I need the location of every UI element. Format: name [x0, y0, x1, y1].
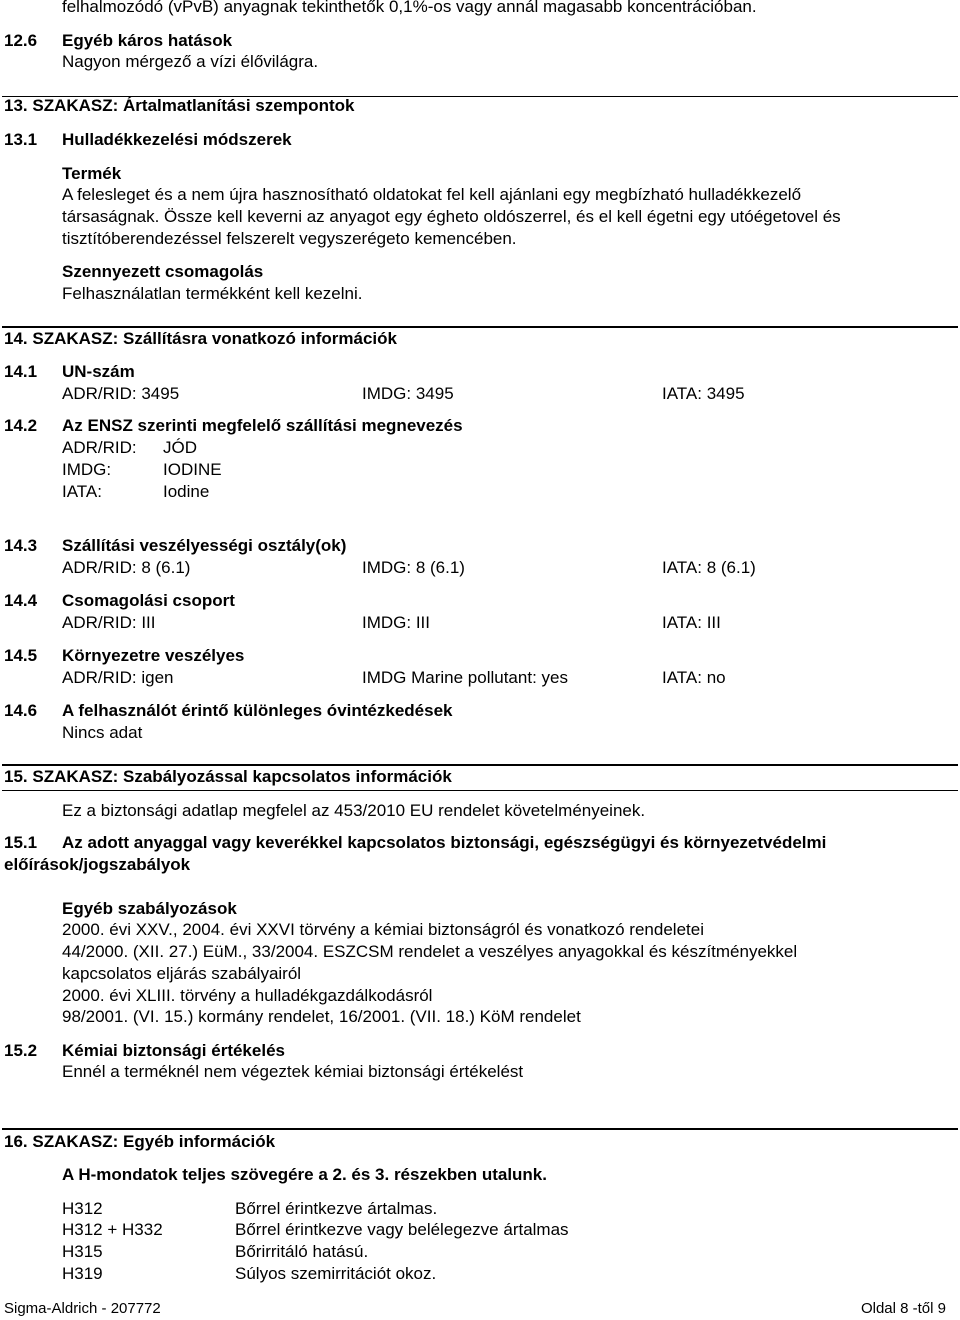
imdg-value: IMDG: 3495: [362, 384, 454, 403]
iata-value: IATA: 8 (6.1): [662, 558, 756, 577]
other-regulations-title: Egyéb szabályozások: [62, 899, 237, 918]
packaging-title: Szennyezett csomagolás: [62, 262, 264, 281]
transport-name: JÓD: [163, 438, 197, 457]
iata-value: IATA: III: [662, 613, 721, 632]
regulation-line: 44/2000. (XII. 27.) EüM., 33/2004. ESZCSM rendelet a veszélyes anyagokkal és készítményekkel: [62, 942, 798, 961]
h-text: Bőrrel érintkezve vagy belélegezve ártalmas: [235, 1220, 569, 1239]
h-statements-intro: A H-mondatok teljes szövegére a 2. és 3. részekben utalunk.: [62, 1165, 547, 1184]
footer-page-number: Oldal 8 -től 9: [860, 1300, 946, 1317]
h-code: H312 + H332: [62, 1220, 163, 1239]
subsection-title: Csomagolási csoport: [62, 591, 235, 610]
section-number: 15.2: [4, 1041, 38, 1060]
section-underline: [2, 790, 958, 791]
subsection-title: Hulladékkezelési módszerek: [62, 130, 292, 149]
text-line: A felesleget és a nem újra hasznosítható oldatokat fel kell ajánlani egy megbízható hulladékkezelő: [62, 185, 802, 204]
regulation-line: 2000. évi XLIII. törvény a hulladékgazdálkodásról: [62, 986, 433, 1005]
h-text: Bőrrel érintkezve ártalmas.: [235, 1199, 438, 1218]
adr-value: ADR/RID: 8 (6.1): [62, 558, 191, 577]
regulation-line: 2000. évi XXV., 2004. évi XXVI törvény a kémiai biztonságról és vonatkozó rendeletei: [62, 920, 704, 939]
section-number: 13.1: [4, 130, 38, 149]
iata-value: IATA: 3495: [662, 384, 745, 403]
section-number: 14.4: [4, 591, 38, 610]
transport-label: IATA:: [62, 482, 102, 501]
section-number: 14.1: [4, 362, 38, 381]
subsection-title: UN-szám: [62, 362, 135, 381]
text-line: tisztítóberendezéssel felszerelt vegyszerégeto kemencében.: [62, 229, 517, 248]
transport-name: Iodine: [163, 482, 210, 501]
h-text: Súlyos szemirritációt okoz.: [235, 1264, 437, 1283]
subsection-title: Az ENSZ szerinti megfelelő szállítási megnevezés: [62, 416, 463, 435]
subsection-text: Ennél a terméknél nem végeztek kémiai biztonsági értékelést: [62, 1062, 524, 1081]
iata-value: IATA: no: [662, 668, 726, 687]
regulation-line: kapcsolatos eljárás szabályairól: [62, 964, 302, 983]
adr-value: ADR/RID: igen: [62, 668, 174, 687]
imdg-value: IMDG: 8 (6.1): [362, 558, 465, 577]
imdg-value: IMDG: III: [362, 613, 430, 632]
subsection-title: Környezetre veszélyes: [62, 646, 245, 665]
subsection-title: A felhasználót érintő különleges óvintézkedések: [62, 701, 453, 720]
transport-label: ADR/RID:: [62, 438, 137, 457]
regulation-intro: Ez a biztonsági adatlap megfelel az 453/2010 EU rendelet követelményeinek.: [62, 801, 646, 820]
adr-value: ADR/RID: III: [62, 613, 156, 632]
text-line: társaságnak. Össze kell keverni az anyagot egy égheto oldószerrel, és el kell égetni egy utóégetovel és: [62, 207, 841, 226]
h-code: H319: [62, 1264, 103, 1283]
h-text: Bőrirritáló hatású.: [235, 1242, 369, 1261]
subsection-text: Nincs adat: [62, 723, 143, 742]
adr-value: ADR/RID: 3495: [62, 384, 180, 403]
section-divider: [2, 1128, 958, 1130]
section-number: 14.3: [4, 536, 38, 555]
subsection-title: Szállítási veszélyességi osztály(ok): [62, 536, 347, 555]
packaging-text: Felhasználatlan termékként kell kezelni.: [62, 284, 363, 303]
subsection-text: Nagyon mérgező a vízi élővilágra.: [62, 52, 319, 71]
subsection-title: Egyéb káros hatások: [62, 31, 233, 50]
transport-name: IODINE: [163, 460, 222, 479]
section-header: 14. SZAKASZ: Szállításra vonatkozó információk: [4, 329, 397, 348]
imdg-value: IMDG Marine pollutant: yes: [362, 668, 568, 687]
transport-label: IMDG:: [62, 460, 112, 479]
regulation-line: 98/2001. (VI. 15.) kormány rendelet, 16/2001. (VII. 18.) KöM rendelet: [62, 1007, 581, 1026]
product-title: Termék: [62, 164, 122, 183]
section-header: 13. SZAKASZ: Ártalmatlanítási szempontok: [4, 96, 355, 115]
h-code: H312: [62, 1199, 103, 1218]
section-number: 12.6: [4, 31, 38, 50]
subsection-title: Az adott anyaggal vagy keverékkel kapcsolatos biztonsági, egészségügyi és környezetvédelmi: [62, 833, 827, 852]
section-number: 14.2: [4, 416, 38, 435]
h-code: H315: [62, 1242, 103, 1261]
continued-text: felhalmozódó (vPvB) anyagnak tekinthetők 0,1%-os vagy annál magasabb koncentrációban.: [62, 0, 757, 16]
footer-product: Sigma-Aldrich - 207772: [4, 1300, 161, 1317]
section-header: 16. SZAKASZ: Egyéb információk: [4, 1132, 276, 1151]
section-number: 14.5: [4, 646, 38, 665]
section-header: 15. SZAKASZ: Szabályozással kapcsolatos információk: [4, 767, 452, 786]
section-number: 14.6: [4, 701, 38, 720]
section-number: 15.1: [4, 833, 38, 852]
subsection-title-continued: előírások/jogszabályok: [4, 855, 191, 874]
subsection-title: Kémiai biztonsági értékelés: [62, 1041, 285, 1060]
